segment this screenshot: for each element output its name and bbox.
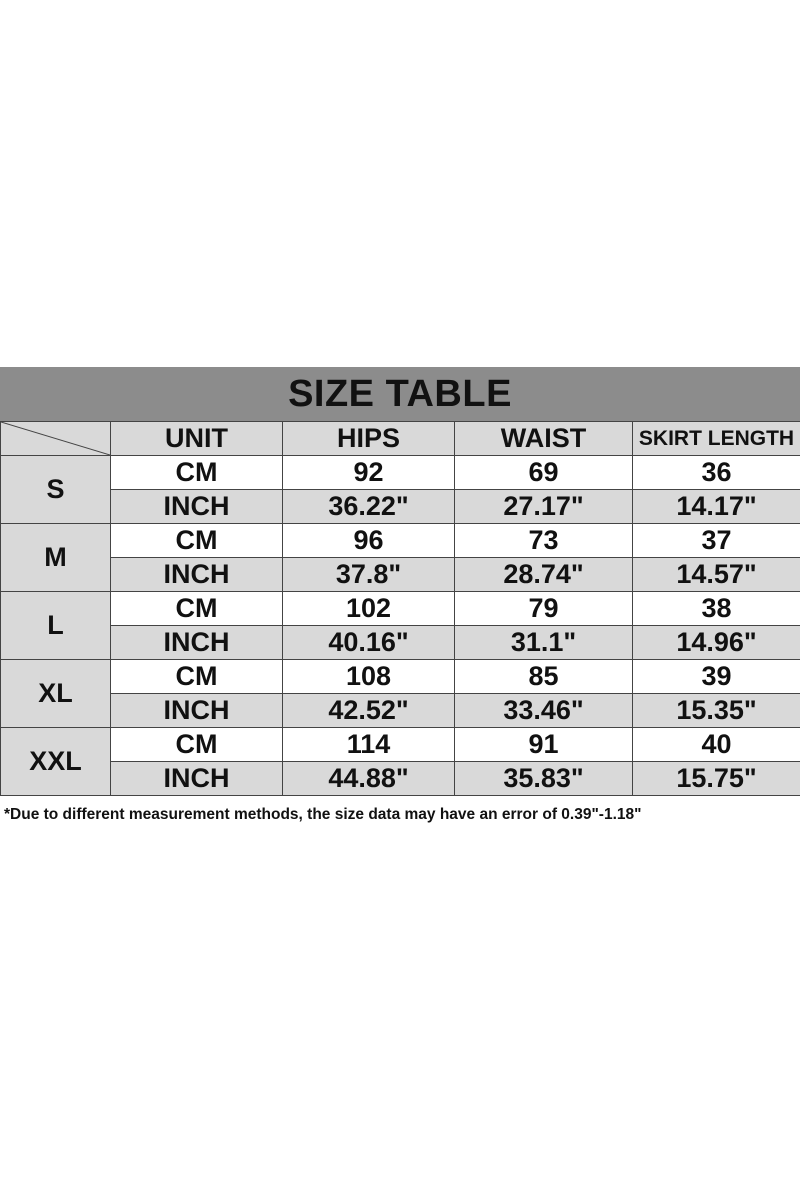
skirt-length-cell: 36 (633, 456, 800, 490)
waist-cell: 27.17" (455, 490, 633, 524)
hips-cell: 40.16" (283, 626, 455, 660)
skirt-length-cell: 14.57" (633, 558, 800, 592)
hips-cell: 92 (283, 456, 455, 490)
header-waist: WAIST (455, 422, 633, 456)
hips-cell: 42.52" (283, 694, 455, 728)
unit-cell: CM (111, 456, 283, 490)
table-row (1, 626, 800, 660)
skirt-length-cell: 40 (633, 728, 800, 762)
corner-cell (1, 422, 111, 456)
table-row (1, 762, 800, 796)
unit-cell: CM (111, 660, 283, 694)
hips-cell: 44.88" (283, 762, 455, 796)
skirt-length-cell: 38 (633, 592, 800, 626)
unit-cell: INCH (111, 762, 283, 796)
table-row (1, 456, 800, 490)
unit-cell: INCH (111, 694, 283, 728)
header-hips: HIPS (283, 422, 455, 456)
table-row (1, 694, 800, 728)
size-label: S (1, 456, 111, 524)
header-row (1, 422, 800, 456)
waist-cell: 69 (455, 456, 633, 490)
measurement-note: *Due to different measurement methods, the size data may have an error of 0.39"-1.18" (4, 806, 642, 823)
table-row (1, 558, 800, 592)
waist-cell: 73 (455, 524, 633, 558)
unit-cell: CM (111, 524, 283, 558)
hips-cell: 102 (283, 592, 455, 626)
skirt-length-cell: 14.17" (633, 490, 800, 524)
hips-cell: 108 (283, 660, 455, 694)
waist-cell: 85 (455, 660, 633, 694)
table-row (1, 490, 800, 524)
unit-cell: INCH (111, 558, 283, 592)
skirt-length-cell: 39 (633, 660, 800, 694)
hips-cell: 37.8" (283, 558, 455, 592)
size-label: L (1, 592, 111, 660)
skirt-length-cell: 37 (633, 524, 800, 558)
header-skirt-length: SKIRT LENGTH (633, 422, 800, 456)
header-unit: UNIT (111, 422, 283, 456)
skirt-length-cell: 15.35" (633, 694, 800, 728)
size-label: M (1, 524, 111, 592)
diagonal-line (1, 422, 110, 455)
unit-cell: CM (111, 592, 283, 626)
table-row (1, 592, 800, 626)
waist-cell: 91 (455, 728, 633, 762)
hips-cell: 96 (283, 524, 455, 558)
unit-cell: INCH (111, 626, 283, 660)
size-label: XL (1, 660, 111, 728)
unit-cell: INCH (111, 490, 283, 524)
table-row (1, 660, 800, 694)
waist-cell: 28.74" (455, 558, 633, 592)
waist-cell: 35.83" (455, 762, 633, 796)
size-label: XXL (1, 728, 111, 796)
size-table (0, 421, 800, 796)
waist-cell: 31.1" (455, 626, 633, 660)
unit-cell: CM (111, 728, 283, 762)
hips-cell: 36.22" (283, 490, 455, 524)
waist-cell: 79 (455, 592, 633, 626)
size-table-title: SIZE TABLE (0, 367, 800, 421)
hips-cell: 114 (283, 728, 455, 762)
skirt-length-cell: 15.75" (633, 762, 800, 796)
skirt-length-cell: 14.96" (633, 626, 800, 660)
waist-cell: 33.46" (455, 694, 633, 728)
table-row (1, 728, 800, 762)
table-row (1, 524, 800, 558)
